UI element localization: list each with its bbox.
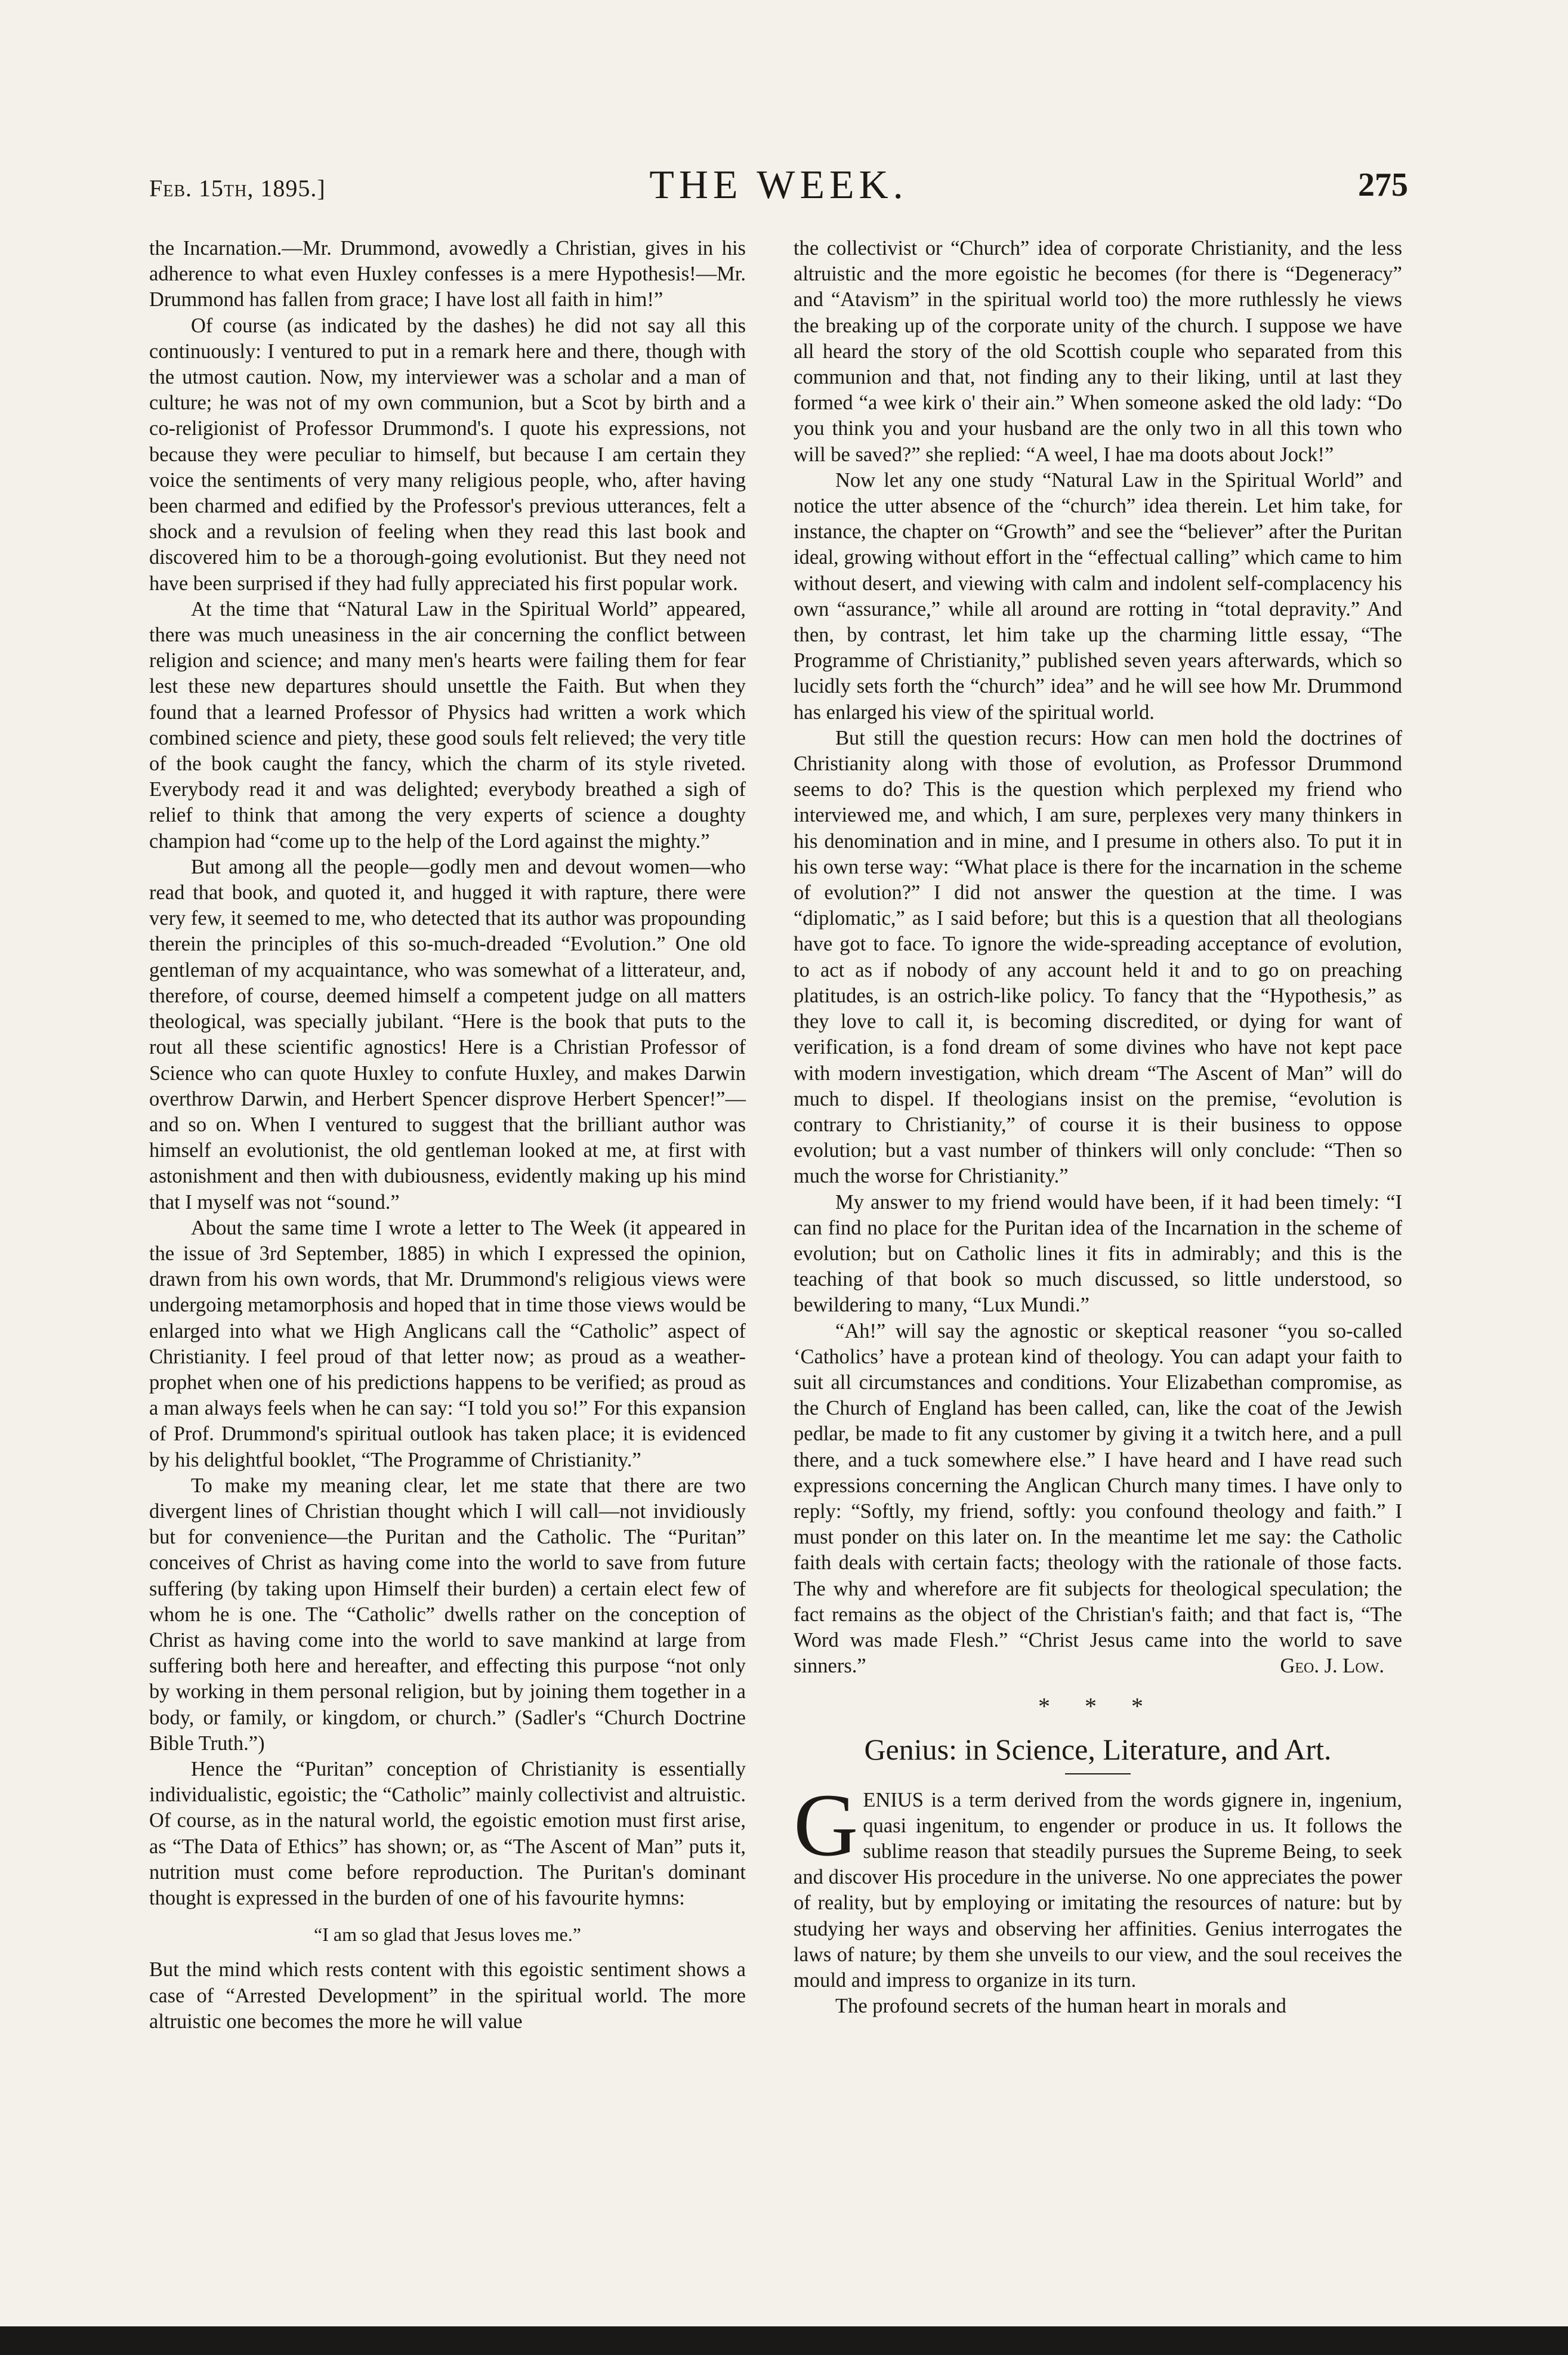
paragraph: Of course (as indicated by the dashes) he did not say all this continuously: I ventured to put in a remark here and there, though with the utmost caution. Now, my interviewer was a scholar and a man of culture; he was not of my own communion, but a Scot by birth and a co-religionist of Professor Drummond's. I quote his expressions, not because they were peculiar to himself, but because I am certain they voice the sentiments of very many religious people, who, after having been charmed and edified by the Professor's previous utterances, felt a shock and a revulsion of feeling when they read this last book and discovered him to be a thorough-going evolutionist. But they need not have been surprised if they had fully appreciated his first popular work. (149, 314, 746, 595)
masthead-title: THE WEEK. (649, 162, 908, 207)
paragraph: To make my meaning clear, let me state that there are two divergent lines of Christian thought which I will call—not invidiously but for convenience—the Puritan and the Catholic. The “Puritan” conceives of Christ as having come into the world to save from future suffering (by taking upon Himself their burden) a certain elect few of whom he is one. The “Catholic” dwells rather on the conception of Christ as having come into the world to save mankind at large from suffering both here and hereafter, and effecting this purpose “not only by working in them personal religion, but by joining them together in a body, or family, or kingdom, or church.” (Sadler's “Church Doctrine Bible Truth.”) (149, 1474, 746, 1755)
paragraph: the collectivist or “Church” idea of corporate Christianity, and the less altruistic and the more egoistic he becomes (for there is “Degeneracy” and “Atavism” in the spiritual world too) the more ruthlessly he views the breaking up of the corporate unity of the church. I suppose we have all heard the story of the old Scottish couple who separated from this communion and that, not finding any to their liking, until at last they formed “a wee kirk o' their ain.” When someone asked the old lady: “Do you think you and your husband are the only two in all this town who will be saved?” she replied: “A weel, I hae ma doots about Jock!” (794, 237, 1402, 466)
paragraph: The profound secrets of the human heart in morals and (835, 1995, 1286, 2018)
section-separator: * * * (1038, 1693, 1158, 1720)
paragraph: But the mind which rests content with this egoistic sentiment shows a case of “Arrested Development” in the spiritual world. The more altruistic one becomes the more he will value (149, 1958, 746, 2033)
paragraph: Hence the “Puritan” conception of Christianity is essentially individualistic, egoistic; the “Catholic” mainly collectivist and altruistic. Of course, as in the natural world, the egoistic emotion must first arise, as “The Data of Ethics” has shown; or, as “The Ascent of Man” puts it, nutrition must come before reproduction. The Puritan's dominant thought is expressed in the burden of one of his favourite hymns: (149, 1757, 746, 1909)
author-signature: Geo. J. Low. (1280, 1655, 1384, 1678)
right-column (794, 236, 1402, 2019)
scan-edge (0, 2326, 1568, 2355)
paragraph-text: “Ah!” will say the agnostic or skeptical reasoner “you so-called ‘Catholics’ have a protean kind of theology. You can adapt your faith to suit all circumstances and conditions. Your Elizabethan compromise, as the Church of England has been called, can, like the coat of the Jewish pedlar, be made to fit any customer by giving it a twitch here, and a pull there, and a tuck somewhere else.” I have heard and I have read such expressions concerning the Anglican Church many times. I have only to reply: “Softly, my friend, softly: you confound theology and faith.” I must ponder on this later on. In the meantime let me say: the Catholic faith deals with certain facts; theology with the rationale of those facts. The why and wherefore are fit subjects for theological speculation; the fact remains as the object of the Christian's faith; and that fact is, “The Word was made Flesh.” “Christ Jesus came into the world to save sinners.” (794, 1319, 1402, 1678)
drop-cap: G (794, 1775, 859, 1875)
article-title: Genius: in Science, Literature, and Art. (864, 1732, 1332, 1766)
paragraph: But still the question recurs: How can men hold the doctrines of Christianity along with those of evolution, as Professor Drummond seems to do? This is the question which perplexed my friend who interviewed me, and which, I am sure, perplexes very many thinkers in his denomination and in mine, and I presume in others also. To put it in his own terse way: “What place is there for the incarnation in the scheme of evolution?” I did not answer the question at the time. I was “diplomatic,” as I said before; but this is a question that all theologians have got to face. To ignore the wide-spreading acceptance of evolution, to act as if nobody of any account held it and to go on preaching platitudes, is an ostrich-like policy. To fancy that the “Hypothesis,” as they love to call it, is becoming discredited, or dying for want of verification, is a fond dream of some divines who have not kept pace with modern investigation, which dream “The Ascent of Man” will do much to dispel. If theologians insist on the premise, “evolution is contrary to Christianity,” of course it is their business to oppose evolution; but a vast number of thinkers will only conclude: “Then so much the worse for Christianity.” (794, 726, 1402, 1188)
title-rule (1065, 1773, 1131, 1774)
paragraph (794, 1775, 1402, 1994)
paragraph: About the same time I wrote a letter to The Week (it appeared in the issue of 3rd September, 1885) in which I expressed the opinion, drawn from his own words, that Mr. Drummond's religious views were undergoing metamorphosis and hoped that in time those views would be enlarged into what we High Anglicans call the “Catholic” aspect of Christianity. I feel proud of that letter now; as proud as a weather-prophet when one of his predictions happens to be verified; as proud as a man always feels when he can say: “I told you so!” For this expansion of Prof. Drummond's spiritual outlook has taken place; it is evidenced by his delightful booklet, “The Programme of Christianity.” (149, 1216, 746, 1471)
left-column (149, 236, 746, 2035)
paragraph: At the time that “Natural Law in the Spiritual World” appeared, there was much uneasiness in the air concerning the conflict between religion and science; and many men's hearts were failing them for fear lest these new departures should unsettle the Faith. But when they found that a learned Professor of Physics had written a work which combined science and piety, these good souls felt relieved; the very title of the book caught the fancy, which the charm of its style riveted. Everybody read it and was delighted; everybody breathed a sigh of relief to think that among the very experts of science a doughty champion had “come up to the help of the Lord against the mighty.” (149, 597, 746, 853)
page-number: 275 (1358, 166, 1408, 203)
paragraph (794, 1319, 1402, 1680)
paragraph: My answer to my friend would have been, if it had been timely: “I can find no place for the Puritan idea of the Incarnation in the scheme of evolution; but on Catholic lines it fits in admirably; and this is the teaching of that book so much discussed, so little understood, so bewildering to many, “Lux Mundi.” (794, 1190, 1402, 1317)
paragraph-text: ENIUS is a term derived from the words gignere in, ingenium, quasi ingenitum, to engender or produce in us. It follows the sublime reason that steadily pursues the Supreme Being, to seek and discover His procedure in the universe. No one appreciates the power of reality, but by employing or imitating the resources of nature: but by studying her ways and observing her affinities. Genius interrogates the laws of nature; by them she unveils to our view, and the soul receives the mould and impress to organize in its turn. (794, 1788, 1402, 1992)
issue-date: Feb. 15th, 1895.] (149, 175, 326, 202)
paragraph: the Incarnation.—Mr. Drummond, avowedly a Christian, gives in his adherence to what even Huxley confesses is a mere Hypothesis!—Mr. Drummond has fallen from grace; I have lost all faith in him!” (149, 237, 746, 311)
paragraph: Now let any one study “Natural Law in the Spiritual World” and notice the utter absence of the “church” idea therein. Let him take, for instance, the chapter on “Growth” and see the “believer” after the Puritan ideal, growing without effort in the “effectual calling” which came to him without desert, and viewing with calm and indolent self-complacency his own “assurance,” while all around are rotting in “total depravity.” And then, by contrast, let him take up the charming little essay, “The Programme of Christianity,” published seven years afterwards, which so lucidly sets forth the “church” idea” and he will see how Mr. Drummond has enlarged his view of the spiritual world. (794, 468, 1402, 724)
paragraph: But among all the people—godly men and devout women—who read that book, and quoted it, and hugged it with rapture, there were very few, it seemed to me, who detected that its author was propounding therein the principles of this so-much-dreaded “Evolution.” One old gentleman of my acquaintance, who was somewhat of a litterateur, and, therefore, of course, deemed himself a competent judge on all matters theological, was specially jubilant. “Here is the book that puts to the rout all these scientific agnostics! Here is a Christian Professor of Science who can quote Huxley to confute Huxley, and makes Darwin overthrow Darwin, and Herbert Spencer disprove Herbert Spencer!”—and so on. When I ventured to suggest that the brilliant author was himself an evolutionist, the old gentleman looked at me, at first with astonishment and then with dubiousness, evidently making up his mind that I myself was not “sound.” (149, 855, 746, 1214)
hymn-quote: “I am so glad that Jesus loves me.” (314, 1924, 581, 1946)
page-header (149, 161, 1408, 215)
